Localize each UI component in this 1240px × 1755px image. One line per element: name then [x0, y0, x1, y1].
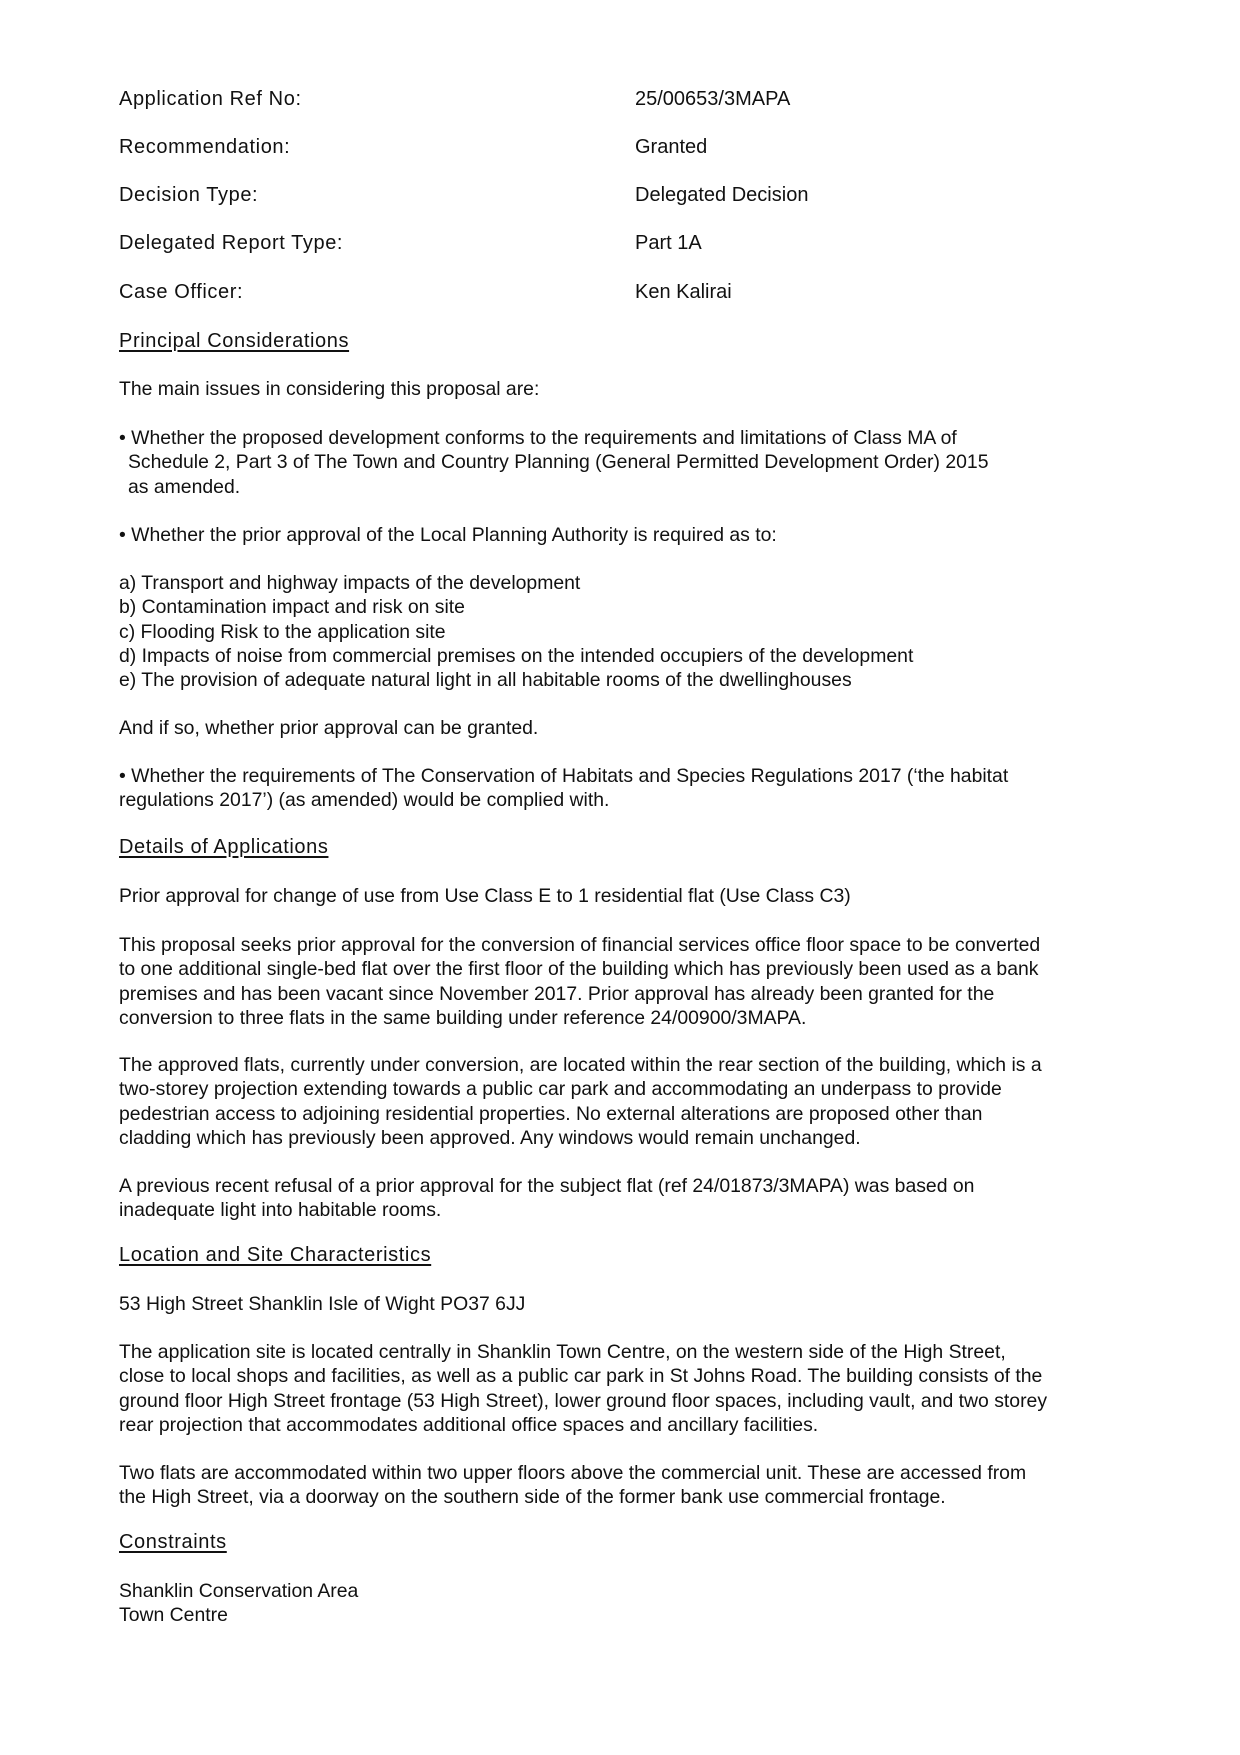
meta-row-app-ref [119, 88, 1119, 118]
list-item: b) Contamination impact and risk on site [119, 596, 465, 619]
decision-type-value: Delegated Decision [635, 184, 809, 206]
recommendation-value: Granted [635, 136, 708, 158]
bullet-class-ma-line-2: Schedule 2, Part 3 of The Town and Country Planning (General Permitted Development Order) 2015 [128, 451, 989, 474]
decision-type-label: Decision Type: [119, 184, 259, 206]
list-item: d) Impacts of noise from commercial premises on the intended occupiers of the development [119, 644, 914, 667]
paragraph-line: close to local shops and facilities, as well as a public car park in St Johns Road. The building consists of the [119, 1365, 1043, 1388]
case-officer-label: Case Officer: [119, 281, 244, 303]
paragraph-line: The application site is located centrally in Shanklin Town Centre, on the western side of the High Street, [119, 1341, 1006, 1363]
list-item: Town Centre [119, 1604, 228, 1627]
app-ref-value: 25/00653/3MAPA [635, 88, 791, 110]
bullet-class-ma [119, 426, 1129, 499]
list-item: c) Flooding Risk to the application site [119, 620, 446, 643]
meta-row-report-type [119, 232, 1119, 262]
paragraph-line: rear projection that accommodates additional office spaces and ancillary facilities. [119, 1413, 819, 1436]
meta-row-decision-type [119, 184, 1119, 214]
constraints-list [119, 1579, 1129, 1628]
principal-considerations-heading: Principal Considerations [119, 330, 350, 352]
bullet-class-ma-line-1: • Whether the proposed development conforms to the requirements and limitations of Class MA of [119, 427, 957, 449]
considerations-list [119, 571, 1129, 692]
location-heading: Location and Site Characteristics [119, 1244, 432, 1266]
paragraph-line: to one additional single-bed flat over the first floor of the building which has previously been used as a bank [119, 958, 1039, 981]
meta-row-recommendation [119, 136, 1119, 166]
site-address: 53 High Street Shanklin Isle of Wight PO37 6JJ [119, 1293, 526, 1315]
paragraph-line: Two flats are accommodated within two upper floors above the commercial unit. These are accessed from [119, 1462, 1027, 1484]
principal-conclusion: And if so, whether prior approval can be granted. [119, 717, 539, 739]
bullet-habitats-line-1: • Whether the requirements of The Conservation of Habitats and Species Regulations 2017 (‘the habitat [119, 765, 1009, 787]
list-item: e) The provision of adequate natural light in all habitable rooms of the dwellinghouses [119, 669, 852, 692]
location-paragraph-flats [119, 1461, 1129, 1510]
paragraph-line: the High Street, via a doorway on the southern side of the former bank use commercial frontage. [119, 1486, 946, 1509]
bullet-prior-approval: • Whether the prior approval of the Local Planning Authority is required as to: [119, 524, 777, 546]
bullet-habitats-line-2: regulations 2017’) (as amended) would be complied with. [119, 789, 610, 812]
location-paragraph-site [119, 1340, 1129, 1437]
paragraph-line: two-storey projection extending towards a public car park and accommodating an underpass to provide [119, 1078, 1002, 1101]
recommendation-label: Recommendation: [119, 136, 291, 158]
meta-row-case-officer [119, 281, 1119, 311]
list-item: a) Transport and highway impacts of the development [119, 572, 581, 594]
paragraph-line: The approved flats, currently under conversion, are located within the rear section of the building, which is a [119, 1054, 1042, 1076]
list-item: Shanklin Conservation Area [119, 1580, 359, 1602]
paragraph-line: ground floor High Street frontage (53 High Street), lower ground floor spaces, including vault, and two storey [119, 1389, 1048, 1412]
bullet-class-ma-line-3: as amended. [128, 475, 241, 498]
paragraph-line: inadequate light into habitable rooms. [119, 1199, 442, 1222]
paragraph-line: This proposal seeks prior approval for the conversion of financial services office floor space to be converted [119, 934, 1041, 956]
details-paragraph-approved-flats [119, 1053, 1129, 1150]
bullet-habitats [119, 764, 1129, 813]
details-summary: Prior approval for change of use from Use Class E to 1 residential flat (Use Class C3) [119, 885, 851, 907]
details-heading: Details of Applications [119, 836, 329, 858]
paragraph-line: A previous recent refusal of a prior approval for the subject flat (ref 24/01873/3MAPA) was based on [119, 1175, 975, 1197]
details-paragraph-proposal [119, 933, 1129, 1030]
paragraph-line: premises and has been vacant since November 2017. Prior approval has already been granted for the [119, 982, 995, 1005]
app-ref-label: Application Ref No: [119, 88, 302, 110]
paragraph-line: conversion to three flats in the same building under reference 24/00900/3MAPA. [119, 1006, 807, 1029]
report-type-label: Delegated Report Type: [119, 232, 344, 254]
paragraph-line: pedestrian access to adjoining residential properties. No external alterations are proposed other than [119, 1102, 983, 1125]
case-officer-value: Ken Kalirai [635, 281, 732, 303]
paragraph-line: cladding which has previously been approved. Any windows would remain unchanged. [119, 1126, 861, 1149]
principal-intro: The main issues in considering this proposal are: [119, 378, 540, 400]
constraints-heading: Constraints [119, 1531, 227, 1553]
details-paragraph-refusal [119, 1174, 1129, 1223]
report-type-value: Part 1A [635, 232, 702, 254]
